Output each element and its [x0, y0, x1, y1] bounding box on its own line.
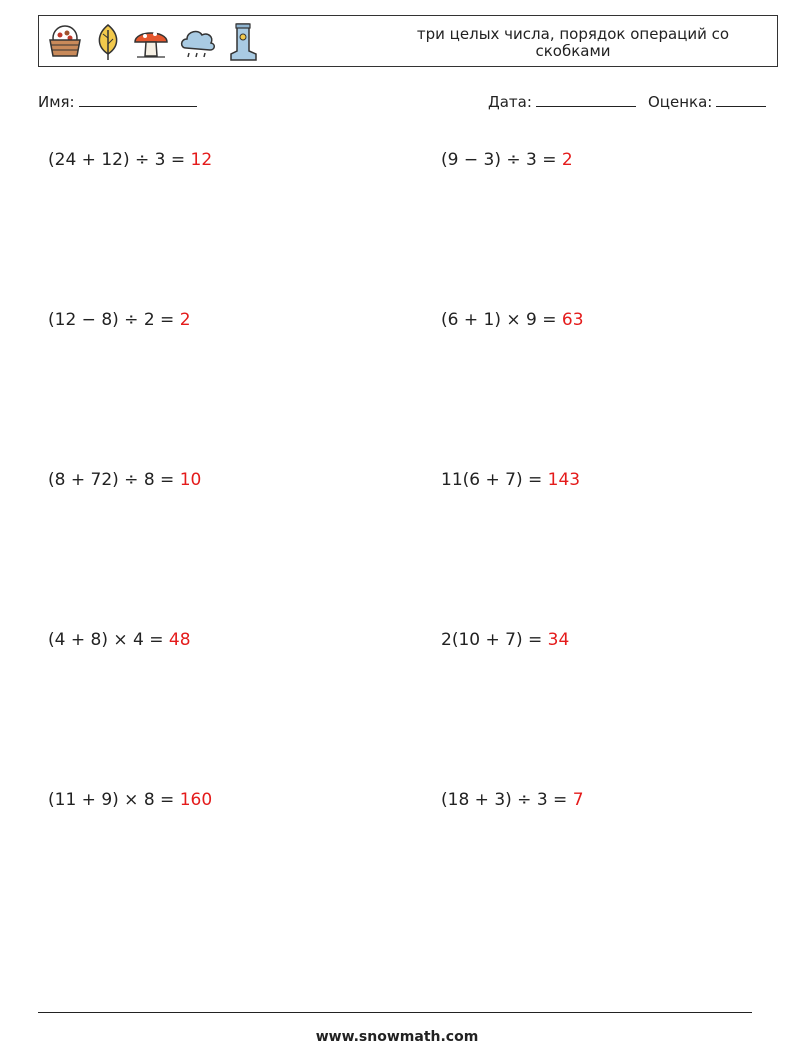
problem-expression: 11(6 + 7) =: [441, 470, 543, 490]
problem-10: [441, 790, 584, 810]
problem-3: [48, 310, 191, 330]
problem-answer: 160: [179, 790, 213, 810]
problem-answer: 63: [561, 310, 584, 330]
mushroom-icon: [131, 22, 171, 62]
grade-blank[interactable]: [716, 92, 766, 107]
problem-expression: (4 + 8) × 4 =: [48, 630, 164, 650]
problem-9: [48, 790, 212, 810]
problem-answer: 12: [190, 150, 213, 170]
rain-cloud-icon: [177, 22, 219, 62]
grade-label: Оценка:: [648, 93, 713, 111]
problem-expression: (12 − 8) ÷ 2 =: [48, 310, 175, 330]
worksheet-title: три целых числа, порядок операций со скобками: [416, 25, 730, 60]
problem-5: [48, 470, 201, 490]
footer-url[interactable]: www.snowmath.com: [315, 1029, 479, 1045]
date-field: [488, 92, 636, 111]
name-field: [38, 92, 197, 111]
date-blank[interactable]: [536, 92, 636, 107]
date-label: Дата:: [488, 93, 532, 111]
leaf-icon: [91, 22, 125, 62]
problem-answer: 7: [572, 790, 584, 810]
problem-answer: 143: [547, 470, 581, 490]
header-icons: [45, 20, 259, 64]
problem-1: [48, 150, 212, 170]
problem-answer: 10: [179, 470, 202, 490]
grade-field: [648, 92, 766, 111]
problem-expression: (18 + 3) ÷ 3 =: [441, 790, 568, 810]
problem-expression: (6 + 1) × 9 =: [441, 310, 557, 330]
name-label: Имя:: [38, 93, 75, 111]
problem-answer: 2: [561, 150, 573, 170]
problem-expression: (11 + 9) × 8 =: [48, 790, 175, 810]
problem-expression: (9 − 3) ÷ 3 =: [441, 150, 557, 170]
problem-answer: 2: [179, 310, 191, 330]
basket-icon: [45, 22, 85, 62]
problem-answer: 34: [547, 630, 570, 650]
problem-7: [48, 630, 191, 650]
problem-expression: (24 + 12) ÷ 3 =: [48, 150, 186, 170]
problem-4: [441, 310, 584, 330]
name-blank[interactable]: [79, 92, 197, 107]
problem-2: [441, 150, 573, 170]
problem-6: [441, 470, 580, 490]
rain-boot-icon: [225, 21, 259, 63]
problem-answer: 48: [168, 630, 191, 650]
problem-8: [441, 630, 569, 650]
footer-divider: [38, 1012, 752, 1013]
worksheet-header: [38, 15, 778, 67]
problem-expression: (8 + 72) ÷ 8 =: [48, 470, 175, 490]
problem-expression: 2(10 + 7) =: [441, 630, 543, 650]
